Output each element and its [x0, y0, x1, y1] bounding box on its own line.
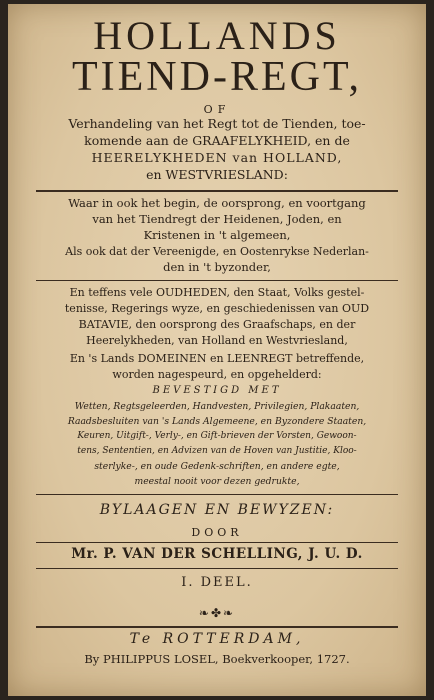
- door-label: DOOR: [191, 526, 243, 539]
- body-line-9: Heerelykheden, van Holland en Westvriesland,: [86, 334, 348, 347]
- subtitle-line-2: komende aan de GRAAFELYKHEID, en de: [84, 133, 350, 148]
- bevestigd-line-1: Wetten, Regtsgeleerden, Handvesten, Privilegien, Plakaaten,: [74, 401, 360, 412]
- bevestigd-heading: BEVESTIGD MET: [152, 385, 282, 396]
- volume-label: I. DEEL.: [181, 575, 253, 590]
- title-line-2: TIEND-REGT,: [72, 54, 362, 100]
- body-line-1: Waar in ook het begin, de oorsprong, en voortgang: [68, 196, 366, 210]
- body-line-10: En 's Lands DOMEINEN en LEENREGT betreffende,: [69, 352, 365, 365]
- divider: [36, 190, 398, 192]
- bylaagen-heading: BYLAAGEN EN BEWYZEN:: [99, 502, 335, 518]
- divider: [36, 626, 398, 628]
- title-line-1: HOLLANDS: [93, 13, 341, 58]
- ornament-icon: ❧✤❧: [198, 606, 236, 620]
- divider: [36, 542, 398, 543]
- bevestigd-line-6: meestal nooit voor dezen gedrukte,: [134, 476, 300, 487]
- bevestigd-line-2: Raadsbesluiten van 's Lands Algemeene, en Byzondere Staaten,: [67, 416, 367, 427]
- divider: [36, 568, 398, 569]
- body-line-5: den in 't byzonder,: [163, 260, 271, 274]
- imprint-place: Te ROTTERDAM,: [129, 631, 305, 647]
- body-line-8: BATAVIE, den oorsprong des Graafschaps, en der: [78, 318, 356, 331]
- subtitle-of: OF: [203, 103, 231, 116]
- divider: [36, 494, 398, 495]
- body-line-7: tenisse, Regerings wyze, en geschiedenissen van OUD: [64, 302, 370, 315]
- imprint-printer: By PHILIPPUS LOSEL, Boekverkooper, 1727.: [84, 652, 350, 666]
- body-line-2: van het Tiendregt der Heidenen, Joden, en: [92, 212, 342, 226]
- subtitle-line-3: HEERELYKHEDEN van HOLLAND,: [91, 150, 343, 165]
- body-line-11: worden nagespeurd, en opgehelderd:: [112, 368, 322, 381]
- divider: [36, 280, 398, 281]
- body-line-4: Als ook dat der Vereenigde, en Oostenrykse Nederlan-: [65, 245, 369, 258]
- subtitle-line-1: Verhandeling van het Regt tot de Tienden, toe-: [68, 116, 366, 131]
- subtitle-line-4: en WESTVRIESLAND:: [146, 167, 288, 182]
- bevestigd-line-4: tens, Sententien, en Advizen van de Hoven van Justitie, Kloo-: [77, 446, 357, 456]
- bevestigd-line-5: sterlyke-, en oude Gedenk-schriften, en andere egte,: [94, 461, 340, 472]
- author-name: Mr. P. VAN DER SCHELLING, J. U. D.: [71, 546, 363, 562]
- body-line-3: Kristenen in 't algemeen,: [143, 228, 291, 242]
- title-page: [8, 4, 426, 696]
- body-line-6: En teffens vele OUDHEDEN, den Staat, Volks gestel-: [69, 286, 365, 299]
- bevestigd-line-3: Keuren, Uitgift-, Verly-, en Gift-brieven der Vorsten, Gewoon-: [77, 431, 357, 441]
